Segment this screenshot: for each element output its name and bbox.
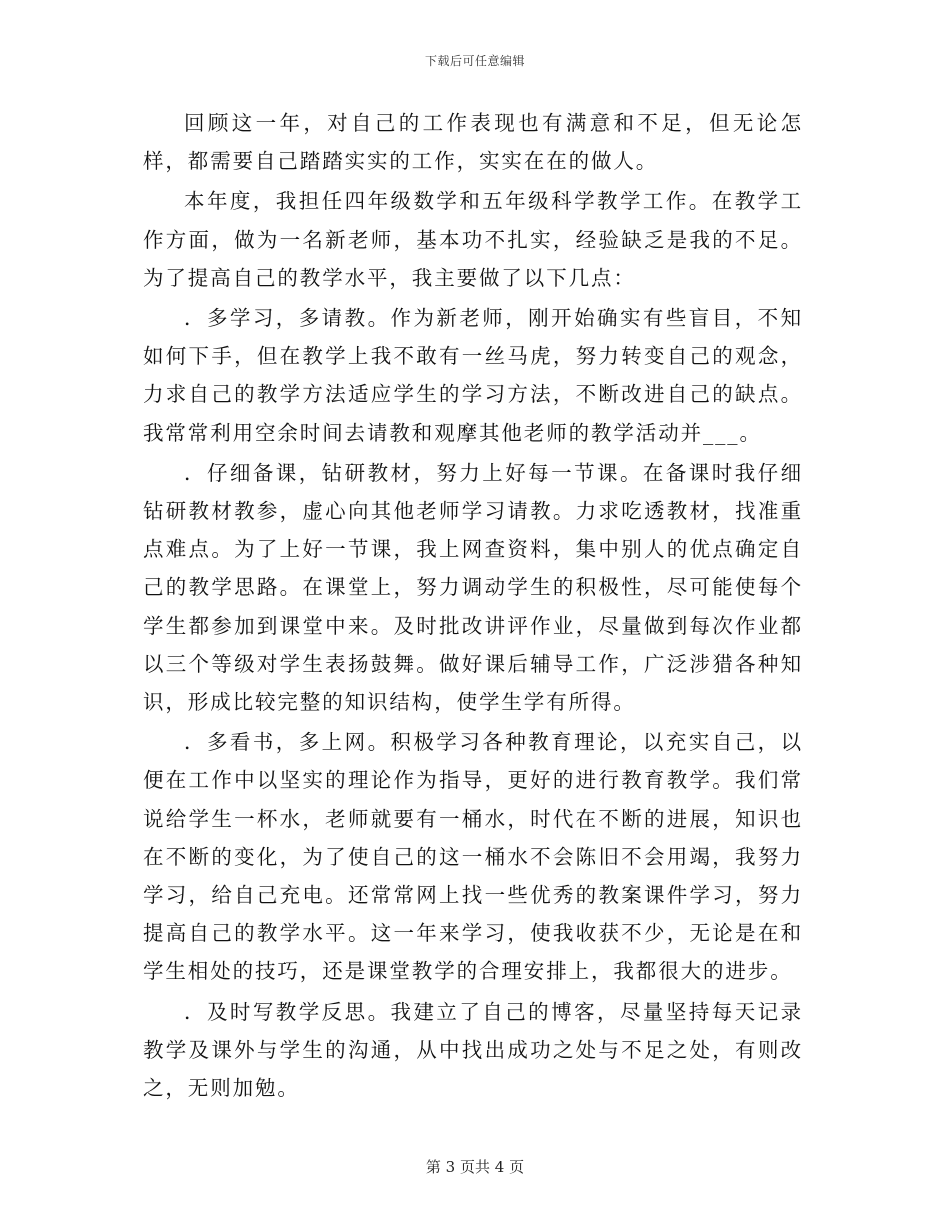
- paragraph-learn-and-ask: ．多学习，多请教。作为新老师，刚开始确实有些盲目，不知如何下手，但在教学上我不敢有一丝马虎，努力转变自己的观念，力求自己的教学方法适应学生的学习方法，不断改进自己的缺点。我常常利用空余时间去请教和观摩其他老师的教学活动并___。: [143, 306, 803, 445]
- page-footer: 第 3 页共 4 页: [425, 1158, 525, 1176]
- paragraph-teaching-reflection: ．及时写教学反思。我建立了自己的博客，尽量坚持每天记录教学及课外与学生的沟通，从中找出成功之处与不足之处，有则改之，无则加勉。: [143, 999, 803, 1101]
- paragraph-teaching-duties: 本年度，我担任四年级数学和五年级科学教学工作。在教学工作方面，做为一名新老师，基本功不扎实，经验缺乏是我的不足。为了提高自己的教学水平，我主要做了以下几点：: [143, 189, 803, 290]
- paragraph-lesson-preparation: ．仔细备课，钻研教材，努力上好每一节课。在备课时我仔细钻研教材教参，虚心向其他老师学习请教。力求吃透教材，找准重点难点。为了上好一节课，我上网查资料，集中别人的优点确定自己的教学思路。在课堂上，努力调动学生的积极性，尽可能使每个学生都参加到课堂中来。及时批改讲评作业，尽量做到每次作业都以三个等级对学生表扬鼓舞。做好课后辅导工作，广泛涉猎各种知识，形成比较完整的知识结构，使学生学有所得。: [143, 460, 803, 715]
- paragraph-review: 回顾这一年，对自己的工作表现也有满意和不足，但无论怎样，都需要自己踏踏实实的工作，实实在在的做人。: [143, 111, 803, 174]
- document-body: [143, 104, 803, 1109]
- page-header: 下载后可任意编辑: [424, 54, 525, 68]
- paragraph-reading-and-internet: ．多看书，多上网。积极学习各种教育理论，以充实自己，以便在工作中以坚实的理论作为指导，更好的进行教育教学。我们常说给学生一杯水，老师就要有一桶水，时代在不断的进展，知识也在不断的变化，为了使自己的这一桶水不会陈旧不会用竭，我努力学习，给自己充电。还常常网上找一些优秀的教案课件学习，努力提高自己的教学水平。这一年来学习，使我收获不少，无论是在和学生相处的技巧，还是课堂教学的合理安排上，我都很大的进步。: [143, 730, 803, 984]
